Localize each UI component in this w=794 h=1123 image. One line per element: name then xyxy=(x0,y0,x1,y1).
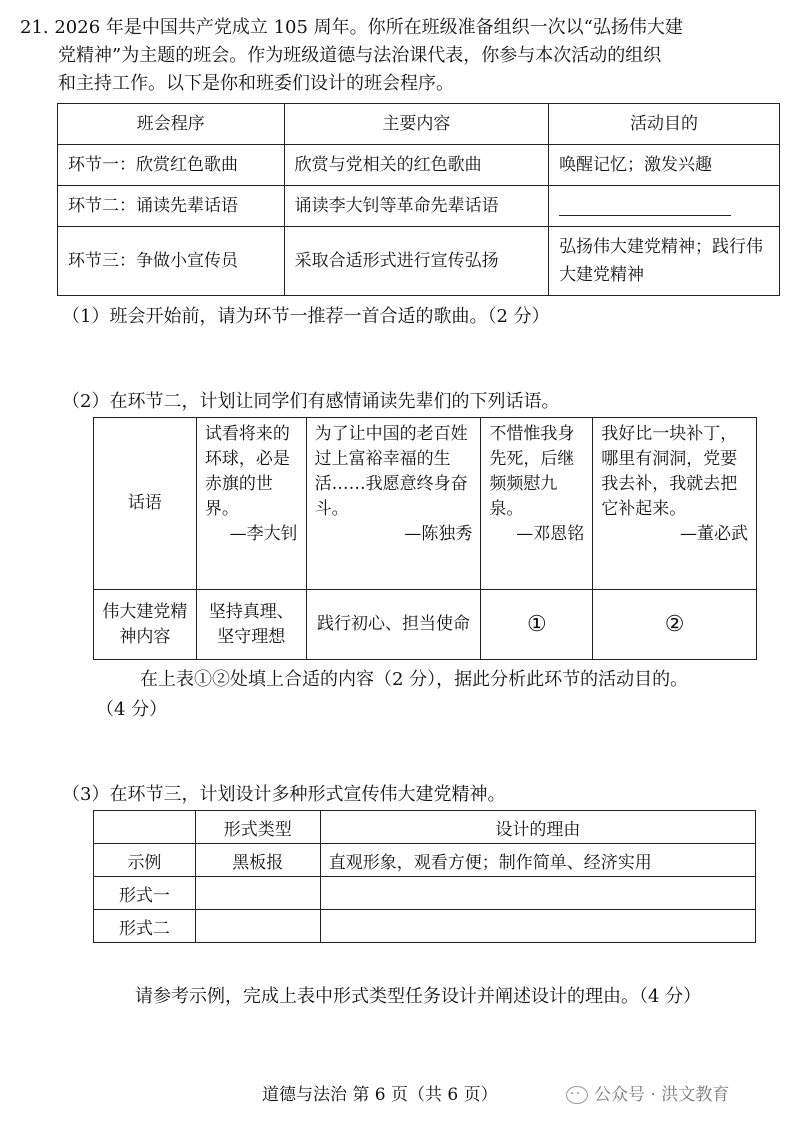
table-header-row xyxy=(58,104,780,145)
quote-text: 为了让中国的老百姓过上富裕幸福的生活……我愿意终身奋斗。 xyxy=(314,424,468,519)
sub-question-3-task: 请参考示例，完成上表中形式类型任务设计并阐述设计的理由。（4 分） xyxy=(135,986,702,1007)
table-cell: 直观形象，观看方便；制作简单、经济实用 xyxy=(320,844,755,877)
quote-cell xyxy=(306,418,481,590)
blank-marker-2: ② xyxy=(593,590,757,660)
table-cell: 环节三：争做小宣传员 xyxy=(58,227,285,296)
table-cell: 欣赏与党相关的红色歌曲 xyxy=(284,145,548,186)
sub-question-1: （1）班会开始前，请为环节一推荐一首合适的歌曲。（2 分） xyxy=(62,306,550,327)
table-row xyxy=(58,227,780,296)
table-cell: 唤醒记忆；激发兴趣 xyxy=(549,145,780,186)
quote-cell xyxy=(481,418,593,590)
sub-question-3: （3）在环节三，计划设计多种形式宣传伟大建党精神。 xyxy=(62,784,506,805)
intro-line: 党精神”为主题的班会。作为班级道德与法治课代表，你参与本次活动的组织 xyxy=(58,45,662,66)
table-row xyxy=(58,145,780,186)
row-label: 话语 xyxy=(94,418,197,590)
sub-question-2-points: （4 分） xyxy=(96,699,168,720)
quote-cell xyxy=(196,418,306,590)
header-cell xyxy=(94,811,196,844)
quote-cell xyxy=(593,418,757,590)
row-label: 伟大建党精神内容 xyxy=(94,590,197,660)
answer-cell xyxy=(195,910,320,943)
table-row xyxy=(94,910,756,943)
table-row xyxy=(58,186,780,227)
quote-text: 我好比一块补丁，哪里有洞洞，党要我去补，我就去把它补起来。 xyxy=(601,424,738,519)
table-cell: 采取合适形式进行宣传弘扬 xyxy=(284,227,548,296)
wechat-icon xyxy=(566,1086,588,1104)
answer-cell xyxy=(195,877,320,910)
quotes-table xyxy=(93,417,757,660)
watermark-text: 公众号 · 洪文教育 xyxy=(594,1085,730,1105)
table-cell: 环节一：欣赏红色歌曲 xyxy=(58,145,285,186)
spirit-row xyxy=(94,590,757,660)
quotes-row xyxy=(94,418,757,590)
answer-cell xyxy=(320,910,755,943)
answer-blank-line xyxy=(559,197,731,216)
page-footer: 道德与法治 第 6 页（共 6 页） xyxy=(262,1085,498,1105)
table-row xyxy=(94,877,756,910)
header-cell: 主要内容 xyxy=(284,104,548,145)
table-cell: 环节二：诵读先辈话语 xyxy=(58,186,285,227)
table-cell: 弘扬伟大建党精神；践行伟大建党精神 xyxy=(549,227,780,296)
intro-line: 21. 2026 年是中国共产党成立 105 周年。你所在班级准备组织一次以“弘扬伟大建 xyxy=(20,17,683,38)
quote-author: —李大钊 xyxy=(229,524,298,544)
table-cell: 形式二 xyxy=(94,910,196,943)
sub-question-2: （2）在环节二，计划让同学们有感情诵读先辈们的下列话语。 xyxy=(62,391,560,412)
header-cell: 设计的理由 xyxy=(320,811,755,844)
table-cell: 诵读李大钊等革命先辈话语 xyxy=(284,186,548,227)
watermark xyxy=(566,1080,729,1105)
answer-blank-cell xyxy=(549,186,780,227)
blank-marker-1: ① xyxy=(481,590,593,660)
program-table xyxy=(57,103,780,296)
sub-question-2-task: 在上表①②处填上合适的内容（2 分），据此分析此环节的活动目的。 xyxy=(140,669,689,690)
header-cell: 活动目的 xyxy=(549,104,780,145)
quote-text: 不惜惟我身先死，后继频频慰九泉。 xyxy=(489,424,575,519)
answer-cell xyxy=(320,877,755,910)
quote-author: —邓恩铭 xyxy=(516,524,585,544)
spirit-cell: 践行初心、担当使命 xyxy=(306,590,481,660)
table-cell: 形式一 xyxy=(94,877,196,910)
question-intro xyxy=(20,14,780,98)
table-row xyxy=(94,844,756,877)
spirit-cell: 坚持真理、坚守理想 xyxy=(196,590,306,660)
quote-text: 试看将来的环球，必是赤旗的世界。 xyxy=(204,424,290,519)
quote-author: —董必武 xyxy=(680,524,748,544)
table-cell: 示例 xyxy=(94,844,196,877)
forms-table xyxy=(93,810,756,943)
table-header-row xyxy=(94,811,756,844)
header-cell: 班会程序 xyxy=(58,104,285,145)
intro-line: 和主持工作。以下是你和班委们设计的班会程序。 xyxy=(58,73,454,94)
table-cell: 黑板报 xyxy=(195,844,320,877)
header-cell: 形式类型 xyxy=(195,811,320,844)
quote-author: —陈独秀 xyxy=(404,524,473,544)
